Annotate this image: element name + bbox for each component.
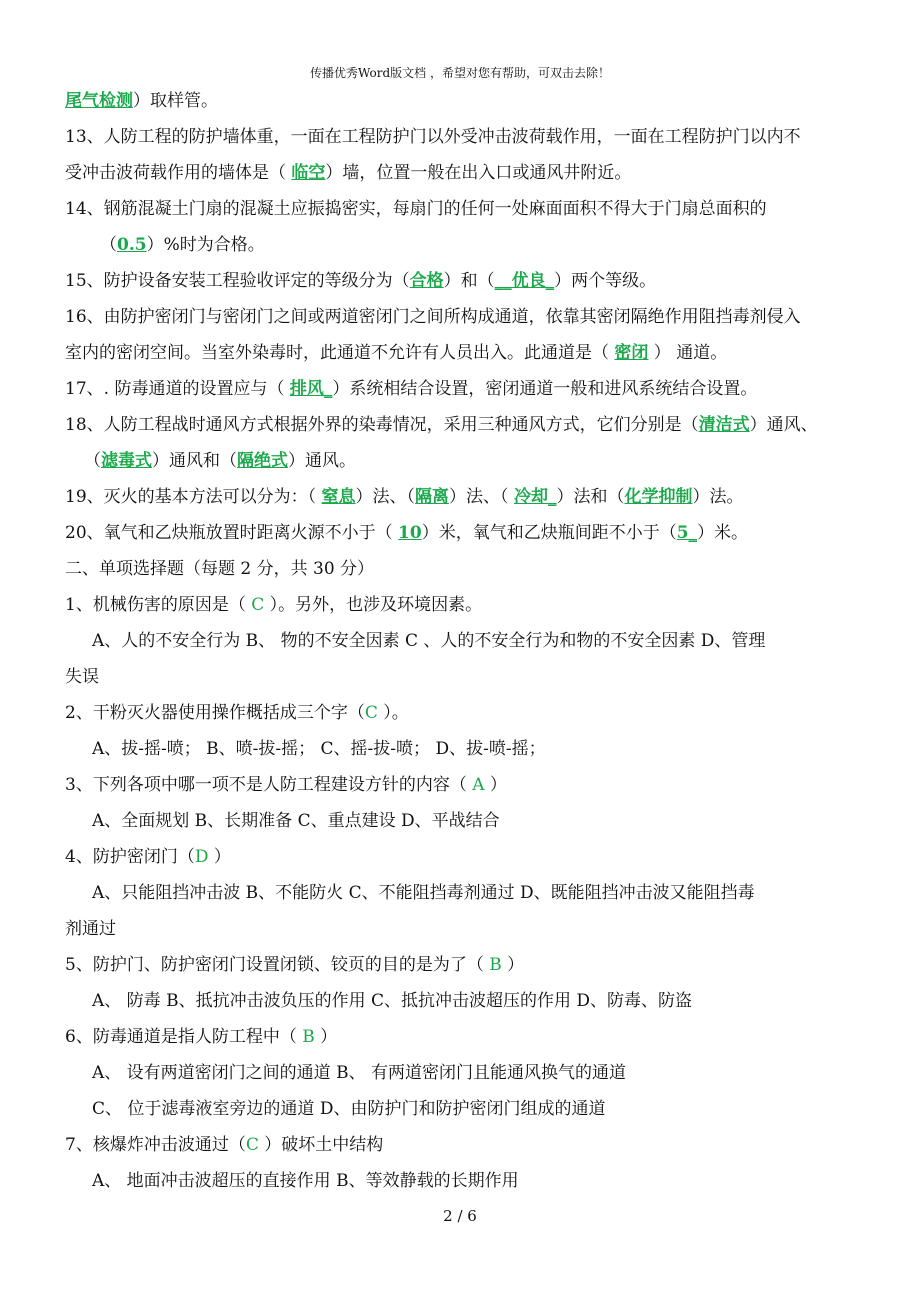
text-line — [84, 450, 356, 472]
answer-text: 尾气检测 — [65, 91, 133, 111]
text-line — [65, 90, 218, 112]
line-text: ）米，氧气和乙炔瓶间距不小于（ — [421, 523, 677, 543]
line-text: ）%时为合格。 — [146, 235, 265, 255]
text-line — [65, 198, 767, 220]
text-line — [92, 1062, 626, 1084]
answer-choice: C — [364, 703, 378, 723]
answer-text: 10 — [398, 523, 422, 543]
text-line — [65, 522, 748, 544]
line-text: ）法。 — [692, 487, 744, 507]
page-header: 传播优秀Word版文档 ，希望对您有帮助，可双击去除！ — [310, 66, 610, 80]
text-line — [65, 126, 801, 148]
page-number: 2 / 6 — [443, 1207, 477, 1225]
text-line — [65, 378, 757, 400]
line-text: 5、防护门、防护密闭门设置闭锁、铰页的目的是为了（ — [65, 955, 490, 975]
text-line — [65, 162, 631, 184]
line-text: 3、下列各项中哪一项不是人防工程建设方针的内容（ — [65, 775, 473, 795]
text-line — [65, 558, 374, 580]
text-line — [65, 306, 801, 328]
answer-text: 排风_ — [289, 379, 333, 399]
text-line — [65, 1134, 383, 1156]
line-text: A、拔-摇-喷； B、喷-拔-摇； C、摇-拔-喷； D、拔-喷-摇； — [92, 739, 546, 759]
answer-choice: C — [245, 1135, 259, 1155]
text-line — [65, 846, 231, 868]
answer-choice: B — [489, 955, 502, 975]
answer-text: 密闭 — [614, 343, 649, 363]
answer-text: 化学抑制 — [624, 487, 693, 507]
text-line — [65, 1026, 337, 1048]
answer-choice: B — [302, 1027, 315, 1047]
line-text: ）两个等级。 — [554, 271, 657, 291]
line-text: 室内的密闭空间。当室外染毒时，此通道不允许有人员出入。此通道是（ — [65, 343, 615, 363]
text-line — [65, 918, 116, 940]
line-text: A、人的不安全行为 B、 物的不安全因素 C 、人的不安全行为和物的不安全因素 D、管理 — [92, 631, 766, 651]
line-text: ）和（ — [443, 271, 495, 291]
line-text: ）法、（ — [449, 487, 514, 507]
line-text: ） — [501, 955, 525, 975]
text-line — [65, 414, 818, 436]
answer-text: 冷却_ — [513, 487, 557, 507]
line-text: 剂通过 — [65, 919, 116, 939]
text-line — [65, 594, 482, 616]
text-line — [65, 666, 99, 688]
line-text: C、 位于滤毒液室旁边的通道 D、由防护门和防护密闭门组成的通道 — [92, 1099, 606, 1119]
line-text: ）。另外，也涉及环境因素。 — [264, 595, 483, 615]
text-line — [92, 738, 546, 760]
line-text: 18、人防工程战时通风方式根据外界的染毒情况，采用三种通风方式，它们分别是（ — [65, 415, 699, 435]
line-text: ）墙，位置一般在出入口或通风井附近。 — [325, 163, 632, 183]
line-text: 14、钢筋混凝土门扇的混凝土应振捣密实，每扇门的任何一处麻面面积不得大于门扇总面积的 — [65, 199, 767, 219]
line-text: ）通风和（ — [152, 451, 237, 471]
answer-text: 隔离 — [415, 487, 450, 507]
answer-text: 临空 — [291, 163, 326, 183]
line-text: 受冲击波荷载作用的墙体是（ — [65, 163, 292, 183]
line-text: A、 防毒 B、抵抗冲击波负压的作用 C、抵抗冲击波超压的作用 D、防毒、防盗 — [92, 991, 693, 1011]
text-line — [92, 990, 692, 1012]
line-text: ） — [208, 847, 231, 867]
line-text: ）破坏土中结构 — [258, 1135, 384, 1155]
answer-text: 清洁式 — [698, 415, 750, 435]
answer-text: 5_ — [676, 523, 698, 543]
text-line — [92, 1170, 519, 1192]
line-text: ）通风、 — [749, 415, 818, 435]
answer-text: __优良_ — [494, 271, 555, 291]
line-text: ）系统相结合设置，密闭通道一般和进风系统结合设置。 — [332, 379, 758, 399]
answer-text: 窒息 — [321, 487, 356, 507]
text-line — [100, 234, 265, 256]
text-line — [92, 882, 755, 904]
text-line — [65, 486, 743, 508]
line-text: 15、防护设备安装工程验收评定的等级分为（ — [65, 271, 410, 291]
line-text: （ — [100, 235, 117, 255]
line-text: ）法、（ — [355, 487, 416, 507]
line-text: 失误 — [65, 667, 99, 687]
answer-choice: A — [472, 775, 485, 795]
line-text: 2、干粉灭火器使用操作概括成三个字（ — [65, 703, 365, 723]
text-line — [92, 630, 765, 652]
answer-text: 滤毒式 — [101, 451, 152, 471]
line-text: ）法和（ — [556, 487, 625, 507]
line-text: 16、由防护密闭门与密闭门之间或两道密闭门之间所构成通道，依靠其密闭隔绝作用阻挡毒剂侵入 — [65, 307, 801, 327]
line-text: A、只能阻挡冲击波 B、不能防火 C、不能阻挡毒剂通过 D、既能阻挡冲击波又能阻挡毒 — [92, 883, 755, 903]
text-line — [92, 1098, 605, 1120]
line-text: （ — [84, 451, 101, 471]
answer-choice: C — [251, 595, 265, 615]
text-line — [65, 270, 656, 292]
line-text: A、 设有两道密闭门之间的通道 B、 有两道密闭门且能通风换气的通道 — [92, 1063, 626, 1083]
text-line — [65, 954, 524, 976]
line-text: A、全面规划 B、长期准备 C、重点建设 D、平战结合 — [92, 811, 500, 831]
answer-text: 0.5 — [117, 235, 147, 255]
text-line — [65, 774, 507, 796]
answer-text: 合格 — [409, 271, 444, 291]
answer-text: 隔绝式 — [237, 451, 288, 471]
line-text: 17、. 防毒通道的设置应与（ — [65, 379, 290, 399]
line-text: ）。 — [377, 703, 409, 723]
line-text: 13、人防工程的防护墙体重，一面在工程防护门以外受冲击波荷载作用，一面在工程防护门以内不 — [65, 127, 801, 147]
line-text: 6、防毒通道是指人防工程中（ — [65, 1027, 303, 1047]
line-text: ） — [314, 1027, 338, 1047]
line-text: 20、氧气和乙炔瓶放置时距离火源不小于（ — [65, 523, 399, 543]
line-text: ）取样管。 — [133, 91, 218, 111]
line-text: ）米。 — [697, 523, 749, 543]
text-line — [92, 810, 500, 832]
text-line — [65, 342, 727, 364]
line-text: 7、核爆炸冲击波通过（ — [65, 1135, 246, 1155]
line-text: ） — [484, 775, 507, 795]
text-line — [65, 702, 409, 724]
line-text: ）通风。 — [288, 451, 356, 471]
line-text: 二、单项选择题（每题 2 分，共 30 分） — [65, 559, 375, 579]
line-text: 19、灭火的基本方法可以分为：（ — [65, 487, 322, 507]
line-text: A、 地面冲击波超压的直接作用 B、等效静载的长期作用 — [92, 1171, 519, 1191]
answer-choice: D — [194, 847, 209, 867]
line-text: ） 通道。 — [648, 343, 728, 363]
line-text: 4、防护密闭门（ — [65, 847, 195, 867]
line-text: 1、机械伤害的原因是（ — [65, 595, 252, 615]
